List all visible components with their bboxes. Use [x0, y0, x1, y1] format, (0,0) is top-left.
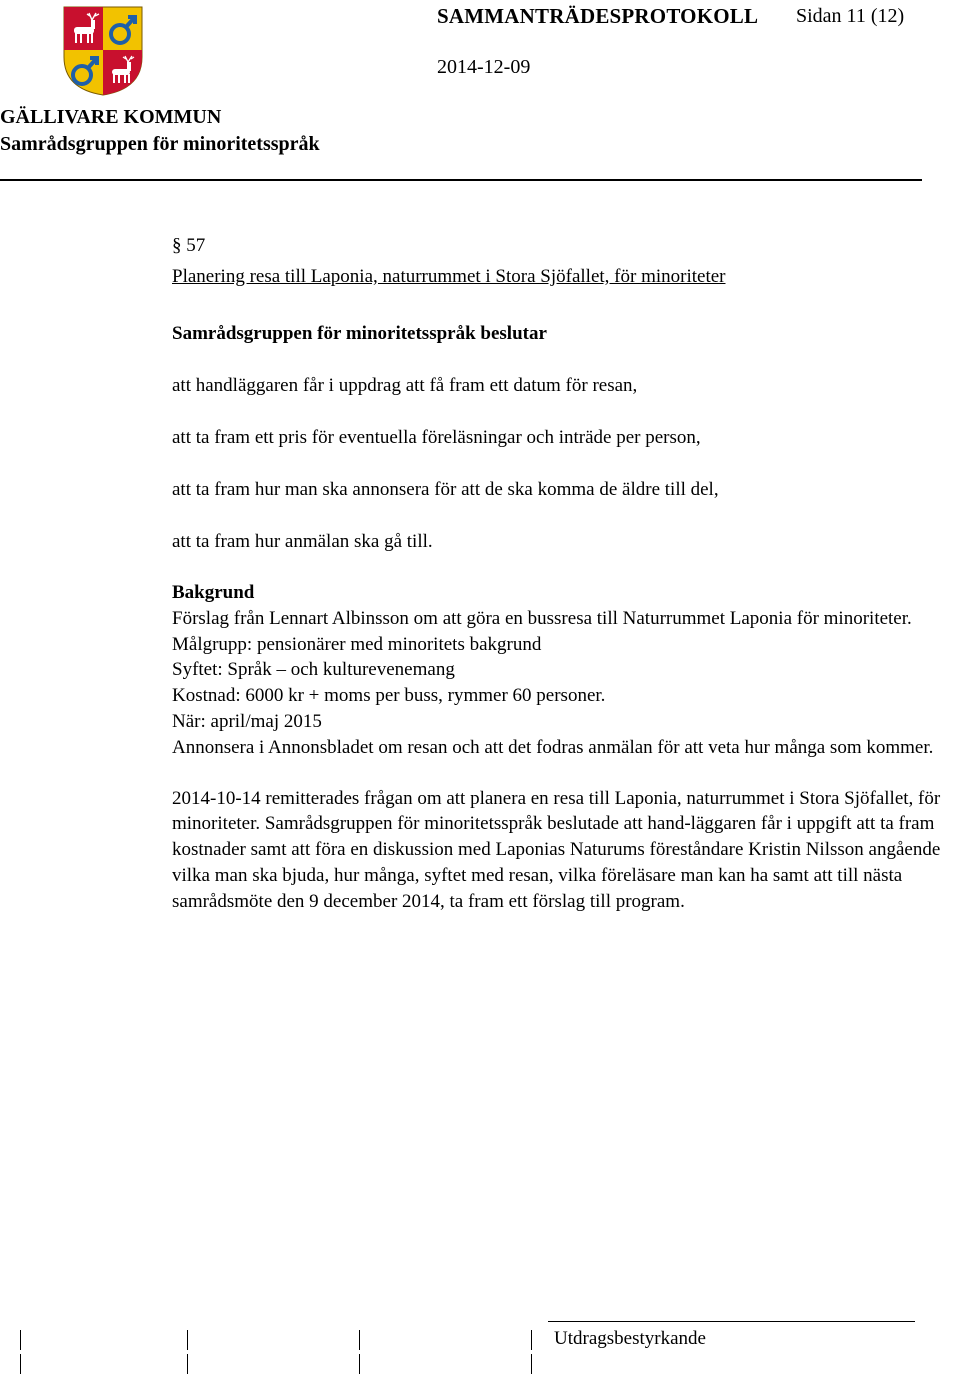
signature-box-divider: [187, 1354, 188, 1374]
signature-box-divider: [187, 1330, 188, 1350]
background-line: Syftet: Språk – och kulturevenemang: [172, 659, 455, 681]
background-heading: Bakgrund: [172, 582, 255, 603]
history-paragraph: 2014-10-14 remitterades frågan om att planera en resa till Laponia, naturrummet i Stora Sjöfallet, för minoriteter. Samrådsgruppen för minoritetsspråk beslutade att hand-läggaren får i uppgift att ta fram kostnader samt att föra en diskussion med Laponias Naturums föreståndare Kristin Nilsson angående vilka man ska bjuda, hur många, syftet med resan, vilka föreläsare man kan ha samt att till nästa samrådsmöte den 9 december 2014, ta fram ett förslag till program.: [172, 787, 941, 912]
signature-box-divider: [359, 1354, 360, 1374]
background-line: Målgrupp: pensionärer med minoritets bakgrund: [172, 633, 542, 655]
meeting-date: 2014-12-09: [437, 56, 531, 78]
decision-heading: Samrådsgruppen för minoritetsspråk beslutar: [172, 323, 547, 344]
paragraph-number: § 57: [172, 235, 206, 256]
footer-divider: [548, 1321, 915, 1322]
decision-item: att handläggaren får i uppdrag att få fram ett datum för resan,: [172, 375, 638, 396]
signature-box-divider: [20, 1330, 21, 1350]
extract-certification-label: Utdragsbestyrkande: [554, 1328, 706, 1349]
header-divider: [0, 179, 922, 181]
decision-item: att ta fram hur man ska annonsera för att de ska komma de äldre till del,: [172, 479, 719, 500]
document-type: SAMMANTRÄDESPROTOKOLL: [437, 4, 759, 28]
background-line: Kostnad: 6000 kr + moms per buss, rymmer 60 personer.: [172, 685, 606, 707]
signature-box-divider: [531, 1354, 532, 1374]
background-line: När: april/maj 2015: [172, 710, 322, 732]
group-name: Samrådsgruppen för minoritetsspråk: [0, 133, 320, 155]
spacer: [172, 761, 957, 786]
signature-box-divider: [20, 1354, 21, 1374]
decision-item: att ta fram hur anmälan ska gå till.: [172, 531, 433, 552]
signature-box-divider: [359, 1330, 360, 1350]
background-section: [172, 580, 957, 915]
background-line: Annonsera i Annonsbladet om resan och att det fodras anmälan för att veta hur många som kommer.: [172, 736, 934, 758]
page-number: Sidan 11 (12): [796, 5, 905, 27]
signature-box-divider: [531, 1330, 532, 1350]
coat-of-arms-logo: [62, 5, 144, 97]
background-line: Förslag från Lennart Albinsson om att göra en bussresa till Naturrummet Laponia för minoriteter.: [172, 607, 912, 629]
municipality-name: GÄLLIVARE KOMMUN: [0, 106, 222, 128]
item-subject: Planering resa till Laponia, naturrummet i Stora Sjöfallet, för minoriteter: [172, 266, 726, 287]
decision-item: att ta fram ett pris för eventuella föreläsningar och inträde per person,: [172, 427, 701, 448]
